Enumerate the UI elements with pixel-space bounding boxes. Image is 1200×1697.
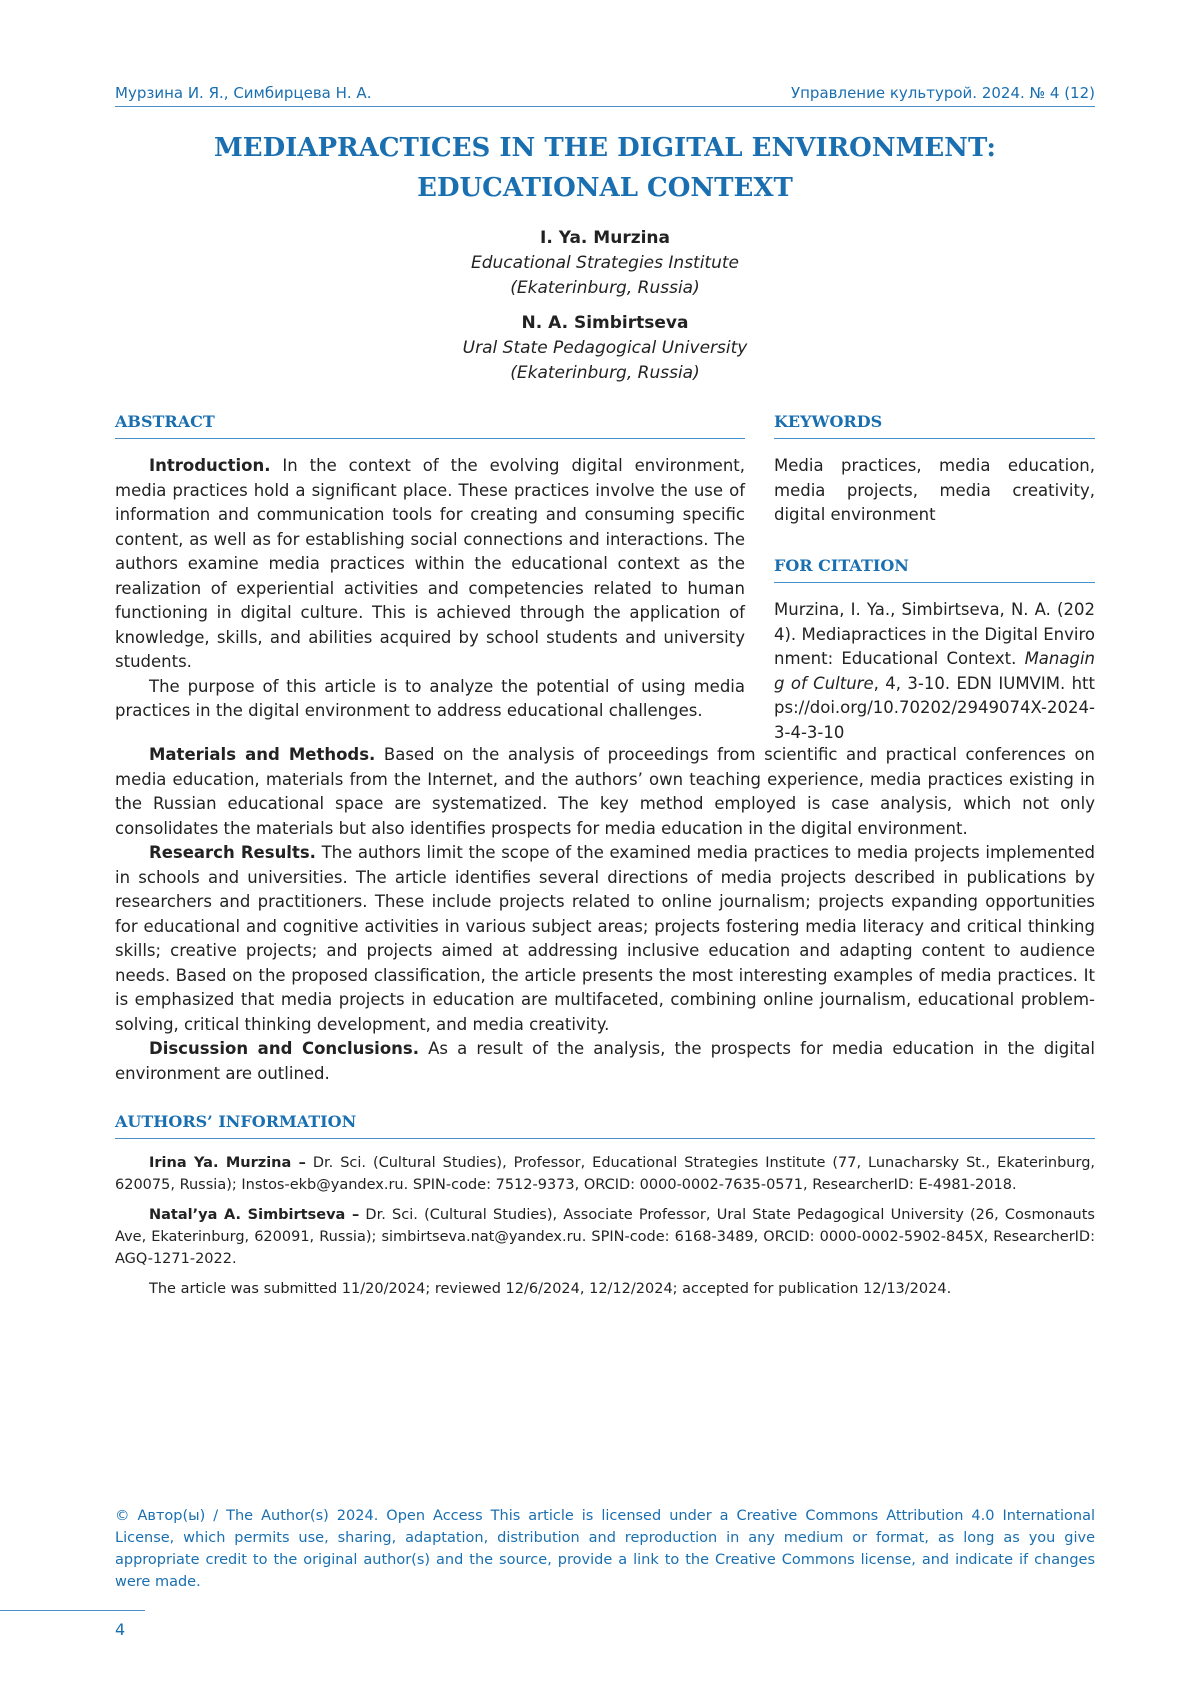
abstract-heading: ABSTRACT <box>115 412 745 439</box>
author-1-affiliation: Educational Strategies Institute <box>471 253 739 273</box>
header-authors: Мурзина И. Я., Симбирцева Н. А. <box>115 84 372 102</box>
abstract-column <box>115 454 745 724</box>
author-1-name: I. Ya. Murzina <box>540 228 670 248</box>
author-2-name: N. A. Simbirtseva <box>521 313 689 333</box>
citation-before: Murzina, I. Ya., Simbirtseva, N. A. (2024). Mediapractices in the Digital Environment: Educational Context. <box>774 600 1095 668</box>
abstract-purpose: The purpose of this article is to analyze the potential of using media practices in the digital environment to address educational challenges. <box>115 676 745 720</box>
abstract-discussion <box>115 1037 1095 1086</box>
author-2-info <box>115 1204 1095 1270</box>
citation-heading: FOR CITATION <box>774 556 1095 583</box>
page-number: 4 <box>115 1620 126 1639</box>
discussion-label: Discussion and Conclusions. <box>149 1039 420 1058</box>
discussion-text: As a result of the analysis, the prospects for media education in the digital environment are outlined. <box>115 1039 1095 1083</box>
header-journal: Управление культурой. 2024. № 4 (12) <box>790 84 1095 102</box>
results-text: The authors limit the scope of the examined media practices to media projects implemented in schools and universities. The article identifies several directions of media projects described in publications by researchers and practitioners. These include projects related to online journalism; projects expanding opportunities for educational and cognitive activities in various subject areas; projects fostering media literacy and critical thinking skills; creative projects; and projects aimed at addressing inclusive education and adapting content to audience needs. Based on the proposed classification, the article presents the most interesting examples of media practices. It is emphasized that media projects in education are multifaceted, combining online journalism, educational problem-solving, critical thinking development, and media creativity. <box>115 843 1096 1034</box>
methods-label: Materials and Methods. <box>149 745 376 764</box>
submission-dates: The article was submitted 11/20/2024; reviewed 12/6/2024, 12/12/2024; accepted for publication 12/13/2024. <box>149 1281 952 1297</box>
author-1-info <box>115 1152 1095 1196</box>
results-label: Research Results. <box>149 843 316 862</box>
authors-info-heading: AUTHORS’ INFORMATION <box>115 1112 1095 1139</box>
author-1-info-text: Dr. Sci. (Cultural Studies), Professor, Educational Strategies Institute (77, Lunacharsky St., Ekaterinburg, 620075, Russia); Instos-ekb@yandex.ru. SPIN-code: 7512-9373, ORCID: 0000-0002-7635-0571, ResearcherID: E-4981-2018. <box>115 1155 1096 1193</box>
abstract-introduction <box>115 454 745 675</box>
title-line-1: MEDIAPRACTICES IN THE DIGITAL ENVIRONMENT: <box>214 133 996 163</box>
license-notice: © Автор(ы) / The Author(s) 2024. Open Access This article is licensed under a Creative Commons Attribution 4.0 International License, which permits use, sharing, adaptation, distribution and reproduction in any medium or format, as long as you give appropriate credit to the original author(s) and the source, provide a link to the Creative Commons license, and indicate if changes were made. <box>115 1508 1095 1590</box>
author-2-info-name: Natal’ya A. Simbirtseva – <box>149 1207 360 1223</box>
keywords-heading: KEYWORDS <box>774 412 1095 439</box>
abstract-methods <box>115 743 1095 841</box>
keywords-text: Media practices, media education, media projects, media creativity, digital environment <box>774 456 1095 524</box>
article-title <box>115 128 1095 208</box>
author-2-location: (Ekaterinburg, Russia) <box>510 363 700 383</box>
citation-text <box>774 598 1095 745</box>
methods-text: Based on the analysis of proceedings from scientific and practical conferences on media education, materials from the Internet, and the authors’ own teaching experience, media practices existing in the Russian educational space are systematized. The key method employed is case analysis, which not only consolidates the materials but also identifies prospects for media education in the digital environment. <box>115 745 1095 838</box>
title-line-2: EDUCATIONAL CONTEXT <box>417 173 793 203</box>
citation-after: , 4, 3-10. EDN IUMVIM. https://doi.org/10.70202/2949074X-2024-3-4-3-10 <box>774 673 1095 742</box>
footer-rule <box>0 1610 145 1611</box>
author-block <box>115 226 1095 386</box>
author-1-info-name: Irina Ya. Murzina – <box>149 1155 306 1171</box>
authors-info <box>115 1152 1095 1308</box>
abstract-results <box>115 841 1095 1037</box>
author-2-affiliation: Ural State Pedagogical University <box>462 338 748 358</box>
abstract-continuation <box>115 743 1095 1086</box>
citation-journal: Managing of Culture <box>774 649 1095 693</box>
author-1-location: (Ekaterinburg, Russia) <box>510 278 700 298</box>
author-2-info-text: Dr. Sci. (Cultural Studies), Associate Professor, Ural State Pedagogical University (26, Cosmonauts Ave, Ekaterinburg, 620091, Russia); simbirtseva.nat@yandex.ru. SPIN-code: 6168-3489, ORCID: 0000-0002-5902-845X, ResearcherID: AGQ-1271-2022. <box>115 1207 1095 1267</box>
running-header <box>115 84 1095 107</box>
intro-label: Introduction. <box>149 456 271 475</box>
intro-text: In the context of the evolving digital environment, media practices hold a significant place. These practices involve the use of information and communication tools for creating and consuming specific content, as well as for establishing social connections and interactions. The authors examine media practices within the educational context as the realization of experiential activities and competencies related to human functioning in digital culture. This is achieved through the application of knowledge, skills, and abilities acquired by school students and university students. <box>115 456 745 671</box>
